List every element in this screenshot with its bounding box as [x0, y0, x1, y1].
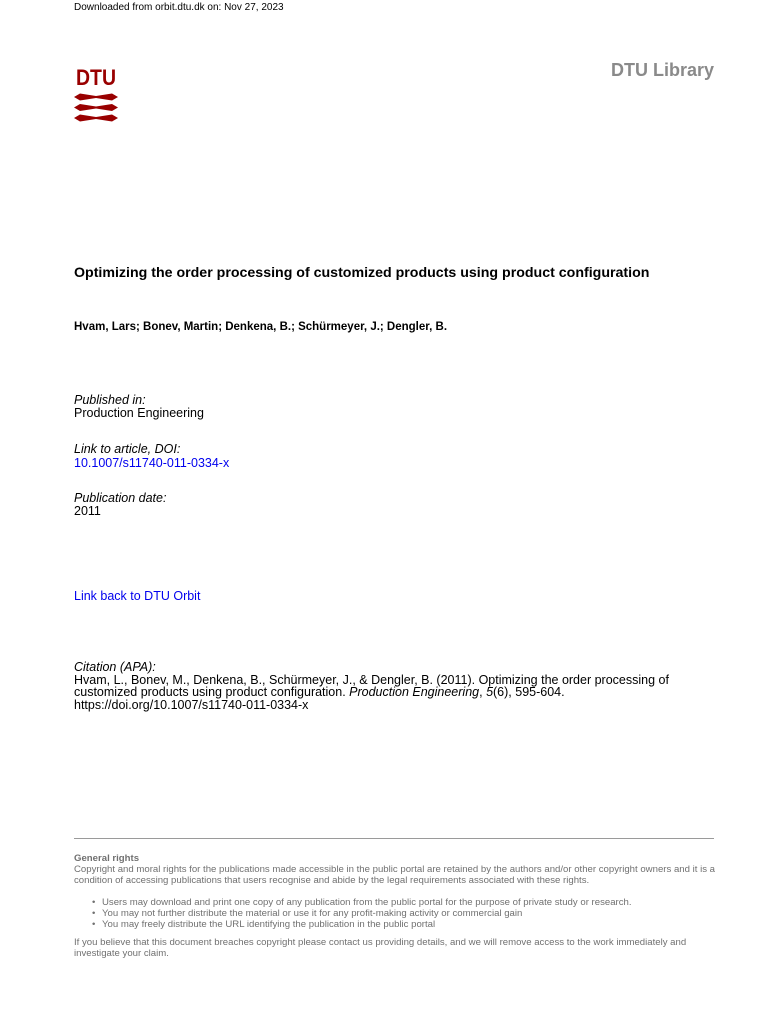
publication-date-label: Publication date:	[74, 491, 167, 505]
divider	[74, 838, 714, 839]
dtu-library-label: DTU Library	[610, 60, 714, 80]
citation-doi-url: https://doi.org/10.1007/s11740-011-0334-x	[74, 697, 309, 712]
published-in-label: Published in:	[74, 393, 146, 407]
bullet-icon: •	[92, 919, 96, 930]
rights-list-item: • You may freely distribute the URL identifying the publication in the public portal	[92, 919, 436, 930]
citation-text-part1: Hvam, L., Bonev, M., Denkena, B., Schürmeyer, J., & Dengler, B. (2011). Optimizing the order processing of customized products using product configuration.	[74, 672, 669, 699]
doi-block	[74, 443, 229, 470]
citation-comma: ,	[479, 685, 487, 699]
citation-journal: Production Engineering	[349, 685, 480, 699]
publication-date-block	[74, 492, 166, 518]
download-note: Downloaded from orbit.dtu.dk on: Nov 27, 2023	[74, 2, 284, 13]
citation-volume: 5	[486, 685, 494, 699]
publication-date-value: 2011	[74, 504, 101, 518]
orbit-link[interactable]: Link back to DTU Orbit	[74, 589, 201, 603]
logo-text: DTU	[76, 65, 116, 90]
article-authors: Hvam, Lars; Bonev, Martin; Denkena, B.; Schürmeyer, J.; Dengler, B.	[74, 321, 448, 333]
citation-text-part2: (6), 595-604.	[493, 685, 565, 699]
citation-label: Citation (APA):	[74, 660, 156, 674]
dtu-logo	[74, 64, 118, 126]
published-in-block	[74, 394, 204, 420]
rights-list	[74, 897, 724, 930]
citation-text	[74, 674, 714, 699]
rights-heading: General rights	[74, 853, 140, 864]
rights-list-item: • Users may download and print one copy of any publication from the public portal for the purpose of private study or research.	[92, 897, 632, 908]
rights-list-item: • You may not further distribute the material or use it for any profit-making activity or commercial gain	[92, 908, 523, 919]
rights-closing: If you believe that this document breaches copyright please contact us providing details, and we will remove access to the work immediately and investigate your claim.	[74, 937, 687, 959]
doi-link[interactable]: 10.1007/s11740-011-0334-x	[74, 456, 230, 470]
doi-label: Link to article, DOI:	[74, 442, 181, 456]
rights-intro: Copyright and moral rights for the publications made accessible in the public portal are retained by the authors and/or other copyright owners and it is a condition of accessing publications that users recognise and abide by the legal requirements associated with these rights.	[74, 864, 716, 886]
published-in-value: Production Engineering	[74, 406, 204, 420]
citation-block	[74, 661, 714, 711]
bullet-icon: •	[92, 897, 96, 908]
article-title: Optimizing the order processing of customized products using product configuration	[74, 265, 650, 281]
bullet-icon: •	[92, 908, 96, 919]
general-rights-section	[74, 853, 724, 959]
